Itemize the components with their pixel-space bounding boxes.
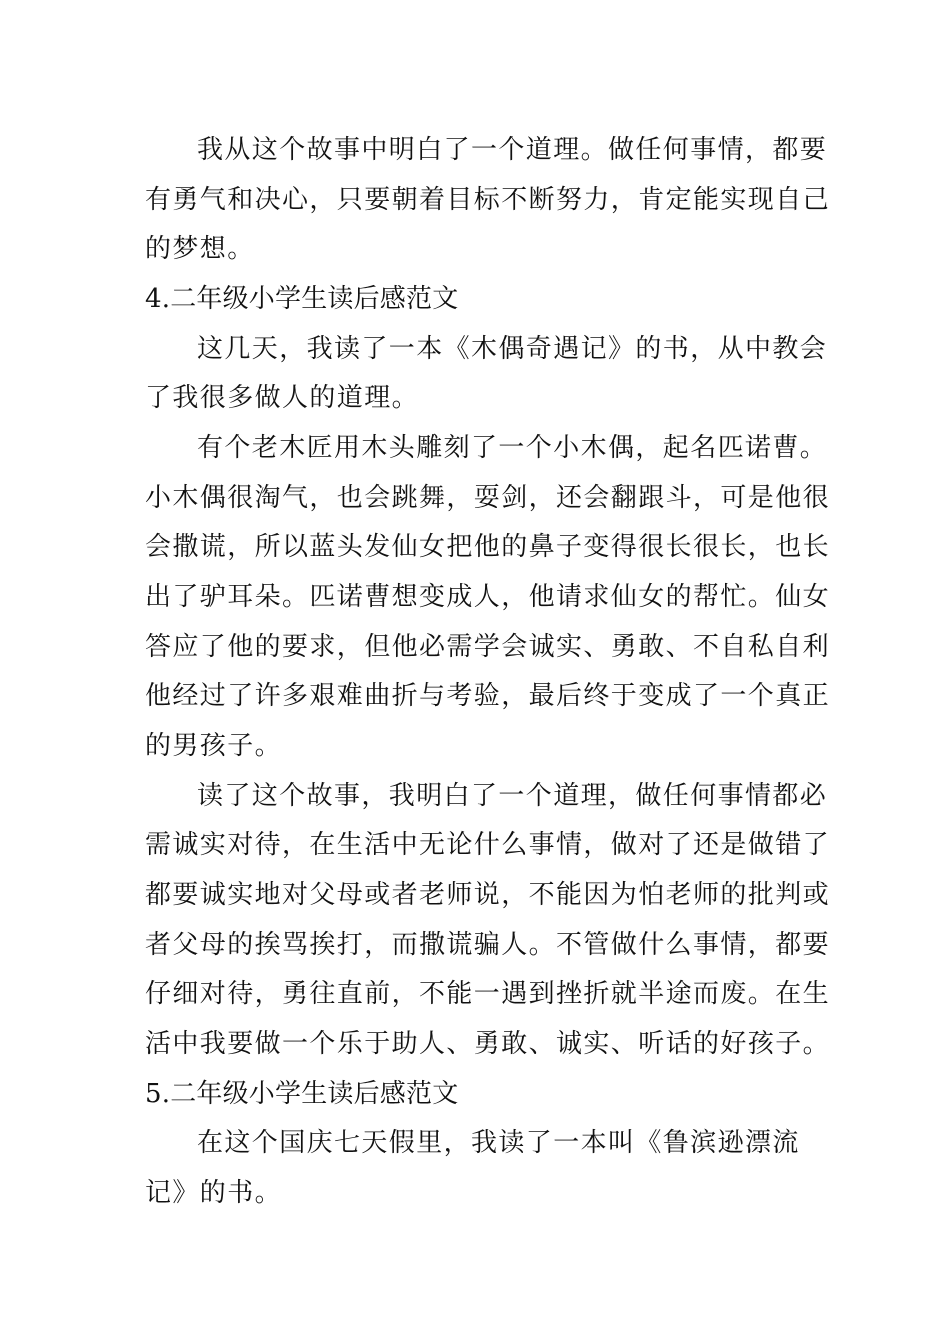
text-line: 的男孩子。 <box>145 731 283 761</box>
text-line: 出了驴耳朵。匹诺曹想变成人，他请求仙女的帮忙。仙女 <box>145 582 831 612</box>
text-line: 在这个国庆七天假里，我读了一本叫《鲁滨逊漂流 <box>197 1128 800 1158</box>
text-line: 了我很多做人的道理。 <box>145 383 420 413</box>
text-line: 有个老木匠用木头雕刻了一个小木偶，起名匹诺曹。 <box>197 433 828 463</box>
text-line: 者父母的挨骂挨打，而撒谎骗人。不管做什么事情，都要 <box>145 930 831 960</box>
text-line: 都要诚实地对父母或者老师说，不能因为怕老师的批判或 <box>145 880 831 910</box>
text-line: 他经过了许多艰难曲折与考验，最后终于变成了一个真正 <box>145 681 831 711</box>
text-line: 的梦想。 <box>145 234 255 264</box>
text-line: 读了这个故事，我明白了一个道理，做任何事情都必 <box>197 781 828 811</box>
text-line: 这几天，我读了一本《木偶奇遇记》的书，从中教会 <box>197 334 828 364</box>
text-line: 需诚实对待，在生活中无论什么事情，做对了还是做错了 <box>145 830 831 860</box>
text-line: 仔细对待，勇往直前，不能一遇到挫折就半途而废。在生 <box>145 979 831 1009</box>
text-line: 活中我要做一个乐于助人、勇敢、诚实、听话的好孩子。 <box>145 1029 831 1059</box>
text-line: 小木偶很淘气，也会跳舞，耍剑，还会翻跟斗，可是他很 <box>145 483 831 513</box>
text-line: 会撒谎，所以蓝头发仙女把他的鼻子变得很长很长，也长 <box>145 532 831 562</box>
text-line: 答应了他的要求，但他必需学会诚实、勇敢、不自私自利 <box>145 632 831 662</box>
text-line: 有勇气和决心，只要朝着目标不断努力，肯定能实现自己 <box>145 185 831 215</box>
text-line: 记》的书。 <box>145 1178 283 1208</box>
section-heading: 5.二年级小学生读后感范文 <box>145 1079 459 1109</box>
section-heading: 4.二年级小学生读后感范文 <box>145 284 459 314</box>
text-line: 我从这个故事中明白了一个道理。做任何事情，都要 <box>197 135 828 165</box>
